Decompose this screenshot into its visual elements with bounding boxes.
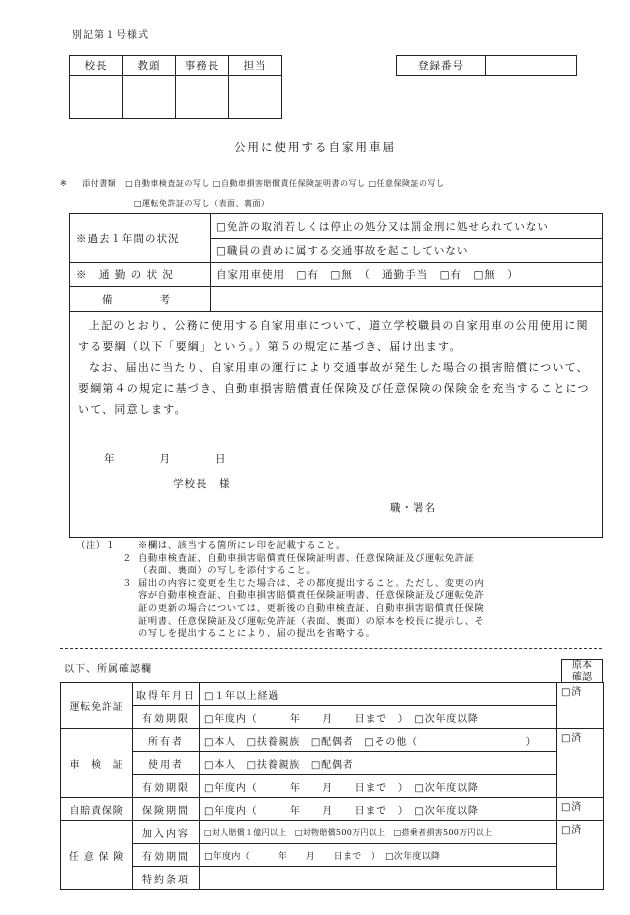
note-line: 証の更新の場合については、更新後の自動車検査証、自動車損害賠償責任保険 (138, 602, 485, 614)
stamp-header-vice-principal: 教頭 (123, 56, 176, 76)
inspection-user-label: 使用者 (133, 752, 200, 775)
past-year-option-1[interactable]: □免許の取消若しくは停止の処分又は罰金刑に処せられていない (216, 221, 549, 233)
voluntary-coverage-options[interactable]: □対人賠償１億円以上 □対物賠償500万円以上 □搭乗者損害500万円以上 (200, 821, 557, 844)
original-check-header-line2: 確認 (572, 672, 592, 683)
cali-check[interactable]: □済 (557, 798, 604, 821)
cali-period-label: 保険期間 (133, 798, 200, 821)
note-line: ※欄は、該当する箇所にレ印を記載すること。 (138, 540, 346, 551)
inspection-check[interactable]: □済 (557, 729, 604, 798)
date-line[interactable]: 年 月 日 (104, 453, 234, 465)
approval-stamp-table (69, 55, 282, 119)
declaration-paragraph-2: なお、届出に当たり、自家用車の運行により交通事故が発生した場合の損害賠償について、要綱第４の規定に基づき、自動車損害賠償責任保険及び任意保険の保険金を充当することについて、同意します。 (78, 361, 590, 416)
stamp-box-office-chief[interactable] (176, 76, 229, 119)
note-number: ２ (122, 552, 132, 564)
past-year-label: ※過去１年間の状況 (76, 233, 180, 245)
inspection-expiry-options[interactable]: □年度内（ 年 月 日まで ） □次年度以降 (200, 775, 557, 798)
row-divider (210, 238, 602, 239)
stamp-header-office-chief: 事務長 (176, 56, 229, 76)
note-line: 届出の内容に変更を生じた場合は、その都度提出すること。ただし、変更の内 (138, 577, 485, 589)
section-divider (60, 648, 602, 649)
attachments-line (60, 178, 445, 189)
inspection-expiry-label: 有効期限 (133, 775, 200, 798)
voluntary-check[interactable]: □済 (557, 821, 604, 890)
registration-label: 登録番号 (397, 56, 486, 76)
license-expiry-options[interactable]: □年度内（ 年 月 日まで ） □次年度以降 (200, 706, 557, 729)
note-number: ３ (122, 577, 132, 589)
license-category: 運転免許証 (61, 683, 133, 729)
note-number: （注）１ (76, 540, 116, 551)
commute-label: ※ 通 勤 の 状 況 (76, 269, 174, 281)
inspection-owner-options[interactable]: □本人 □扶養親族 □配偶者 □その他（ ） (200, 729, 557, 752)
voluntary-category: 任 意 保 険 (61, 821, 133, 890)
row-divider (70, 262, 602, 263)
inspection-category: 車 検 証 (61, 729, 133, 798)
note-line: の写しを提出することにより、届の提出を省略する。 (138, 628, 376, 640)
remarks-label: 備 考 (102, 294, 171, 306)
inspection-owner-label: 所有者 (133, 729, 200, 752)
license-acquired-label: 取得年月日 (133, 683, 200, 706)
stamp-box-principal[interactable] (70, 76, 123, 119)
note-line: （表面、裏面）の写しを添付すること。 (138, 565, 317, 577)
note-item (76, 553, 484, 566)
license-expiry-label: 有効期限 (133, 706, 200, 729)
form-title: 公用に使用する自家用車届 (234, 140, 396, 154)
attachments-options[interactable]: □自動車検査証の写し □自動車損害賠償責任保険証明書の写し □任意保険証の写し (125, 179, 445, 188)
row-divider (70, 286, 602, 287)
stamp-box-vice-principal[interactable] (123, 76, 176, 119)
confirmation-title: 以下、所属確認欄 (64, 664, 152, 675)
voluntary-period-label: 有効期間 (133, 844, 200, 867)
addressee: 学校長 様 (173, 478, 231, 490)
voluntary-period-options[interactable]: □年度内（ 年 月 日まで ） □次年度以降 (200, 844, 557, 867)
license-check[interactable]: □済 (557, 683, 604, 729)
past-year-option-2[interactable]: □職員の責めに属する交通事故を起こしていない (216, 245, 469, 257)
cali-category: 自賠責保険 (61, 798, 133, 821)
attachments-options-line2[interactable]: □運転免許証の写し（表面、裏面） (134, 199, 270, 208)
stamp-box-staff[interactable] (229, 76, 282, 119)
note-item (76, 578, 484, 591)
signature-label[interactable]: 職・署名 (390, 502, 436, 514)
registration-table (396, 55, 577, 76)
voluntary-special-label: 特約条項 (133, 867, 200, 890)
note-line: 証明書、任意保険証及び運転免許証（表面、裏面）の原本を校長に提示し、そ (138, 615, 485, 627)
confirmation-table (60, 682, 604, 890)
note-line: 容が自動車検査証、自動車損害賠償責任保険証明書、任意保険証及び運転免許 (138, 590, 485, 602)
note-item (76, 540, 484, 553)
registration-number-field[interactable] (486, 56, 577, 76)
remarks-field[interactable] (216, 292, 596, 308)
notes-section (76, 540, 484, 641)
voluntary-coverage-label: 加入内容 (133, 821, 200, 844)
declaration-paragraph-1: 上記のとおり、公務に使用する自家用車について、道立学校職員の自家用車の公用使用に関する要綱（以下「要綱」という。）第５の規定に基づき、届け出ます。 (78, 319, 589, 353)
original-check-header (561, 659, 603, 683)
note-line: 自動車検査証、自動車損害賠償責任保険証明書、任意保険証及び運転免許証 (138, 552, 475, 564)
attachments-mark: ※ (60, 179, 68, 188)
license-acquired-options[interactable]: □１年以上経過 (200, 683, 557, 706)
cali-period-options[interactable]: □年度内（ 年 月 日まで ） □次年度以降 (200, 798, 557, 821)
voluntary-special-field[interactable] (200, 867, 557, 890)
row-divider (70, 311, 602, 312)
declaration-box (69, 213, 603, 538)
inspection-user-options[interactable]: □本人 □扶養親族 □配偶者 (200, 752, 557, 775)
stamp-header-principal: 校長 (70, 56, 123, 76)
commute-options[interactable]: 自家用車使用 □有 □無 （ 通勤手当 □有 □無 ） (216, 269, 519, 281)
original-check-header-line1: 原本 (572, 660, 592, 671)
stamp-header-staff: 担当 (229, 56, 282, 76)
attachments-label: 添付書類 (82, 179, 117, 188)
form-reference: 別記第１号様式 (72, 30, 149, 41)
